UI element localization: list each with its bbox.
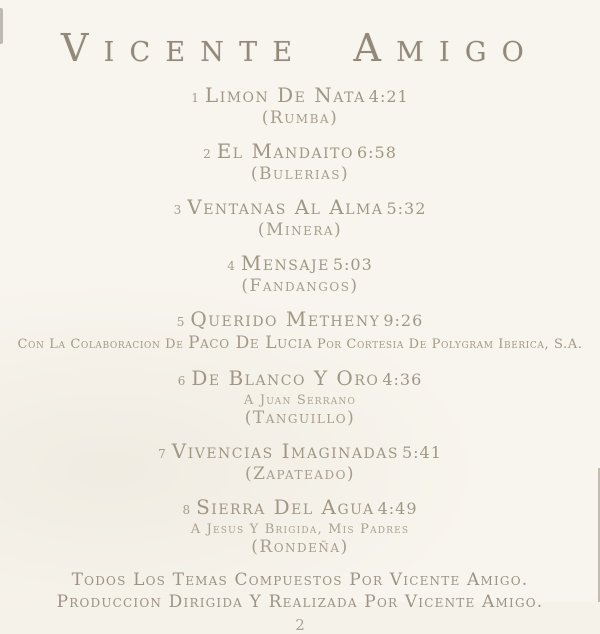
track-number: 4 [227, 259, 236, 273]
track-duration: 4:49 [377, 499, 418, 518]
page-number: 2 [295, 616, 305, 634]
collaboration-artist: Paco De Lucia [188, 333, 313, 353]
tracklist [0, 84, 600, 557]
track-style: (Rondeña) [251, 537, 349, 557]
production-credit-line: Produccion Dirigida Y Realizada Por Vicente Amigo. [56, 592, 544, 612]
track-number: 6 [177, 374, 187, 388]
credit-suffix: Por Cortesia De Polygram Iberica, S.A. [312, 337, 583, 352]
track-title-line [0, 308, 600, 333]
track-number: 2 [203, 147, 212, 161]
track-title-line [0, 84, 600, 109]
track-duration: 4:21 [368, 87, 409, 106]
track-item-4 [0, 252, 600, 296]
track-title: El Mandaito [216, 139, 354, 163]
track-title: De Blanco Y Oro [191, 366, 380, 390]
track-title-line [0, 196, 600, 221]
track-item-1 [0, 84, 600, 128]
track-number: 7 [158, 447, 167, 461]
track-item-2 [0, 140, 600, 184]
track-title: Ventanas Al Alma [187, 195, 384, 219]
track-title-line [0, 440, 600, 465]
track-duration: 4:36 [382, 370, 423, 389]
track-style: (Rumba) [261, 108, 339, 128]
track-duration: 5:03 [332, 255, 373, 274]
track-style: (Tanguillo) [244, 408, 356, 428]
track-style: (Fandangos) [241, 276, 359, 296]
track-collaboration-credit [0, 333, 600, 355]
track-item-8 [0, 496, 600, 557]
composer-credit-line: Todos Los Temas Compuestos Por Vicente Amigo. [71, 570, 529, 590]
credit-prefix: Con La Colaboracion De [17, 337, 189, 352]
track-item-3 [0, 196, 600, 240]
track-title-line [0, 252, 600, 277]
track-dedication: A Jesus Y Brigida, Mis Padres [190, 522, 410, 537]
track-style: (Zapateado) [244, 464, 356, 484]
track-title-line [0, 496, 600, 521]
track-number: 1 [191, 91, 200, 105]
track-title: Vivencias Imaginadas [171, 439, 399, 463]
track-duration: 6:58 [356, 143, 397, 162]
track-style: (Minera) [257, 220, 343, 240]
track-style: (Bulerias) [250, 164, 350, 184]
track-item-6 [0, 367, 600, 428]
scan-artifact-left-edge [0, 8, 3, 44]
track-item-5 [0, 308, 600, 355]
track-duration: 5:32 [386, 199, 427, 218]
track-title: Mensaje [240, 251, 330, 275]
track-duration: 5:41 [401, 443, 442, 462]
track-title: Limon De Nata [204, 83, 366, 107]
track-duration: 9:26 [383, 311, 424, 330]
track-title-line [0, 140, 600, 165]
track-title: Sierra Del Agua [196, 495, 375, 519]
track-dedication: A Juan Serrano [243, 393, 357, 408]
album-artist-title: Vicente Amigo [61, 26, 539, 70]
track-item-7 [0, 440, 600, 484]
track-number: 3 [173, 203, 183, 217]
track-title: Querido Metheny [190, 307, 381, 331]
track-number: 8 [182, 503, 192, 517]
track-title-line [0, 367, 600, 392]
track-number: 5 [176, 315, 186, 329]
